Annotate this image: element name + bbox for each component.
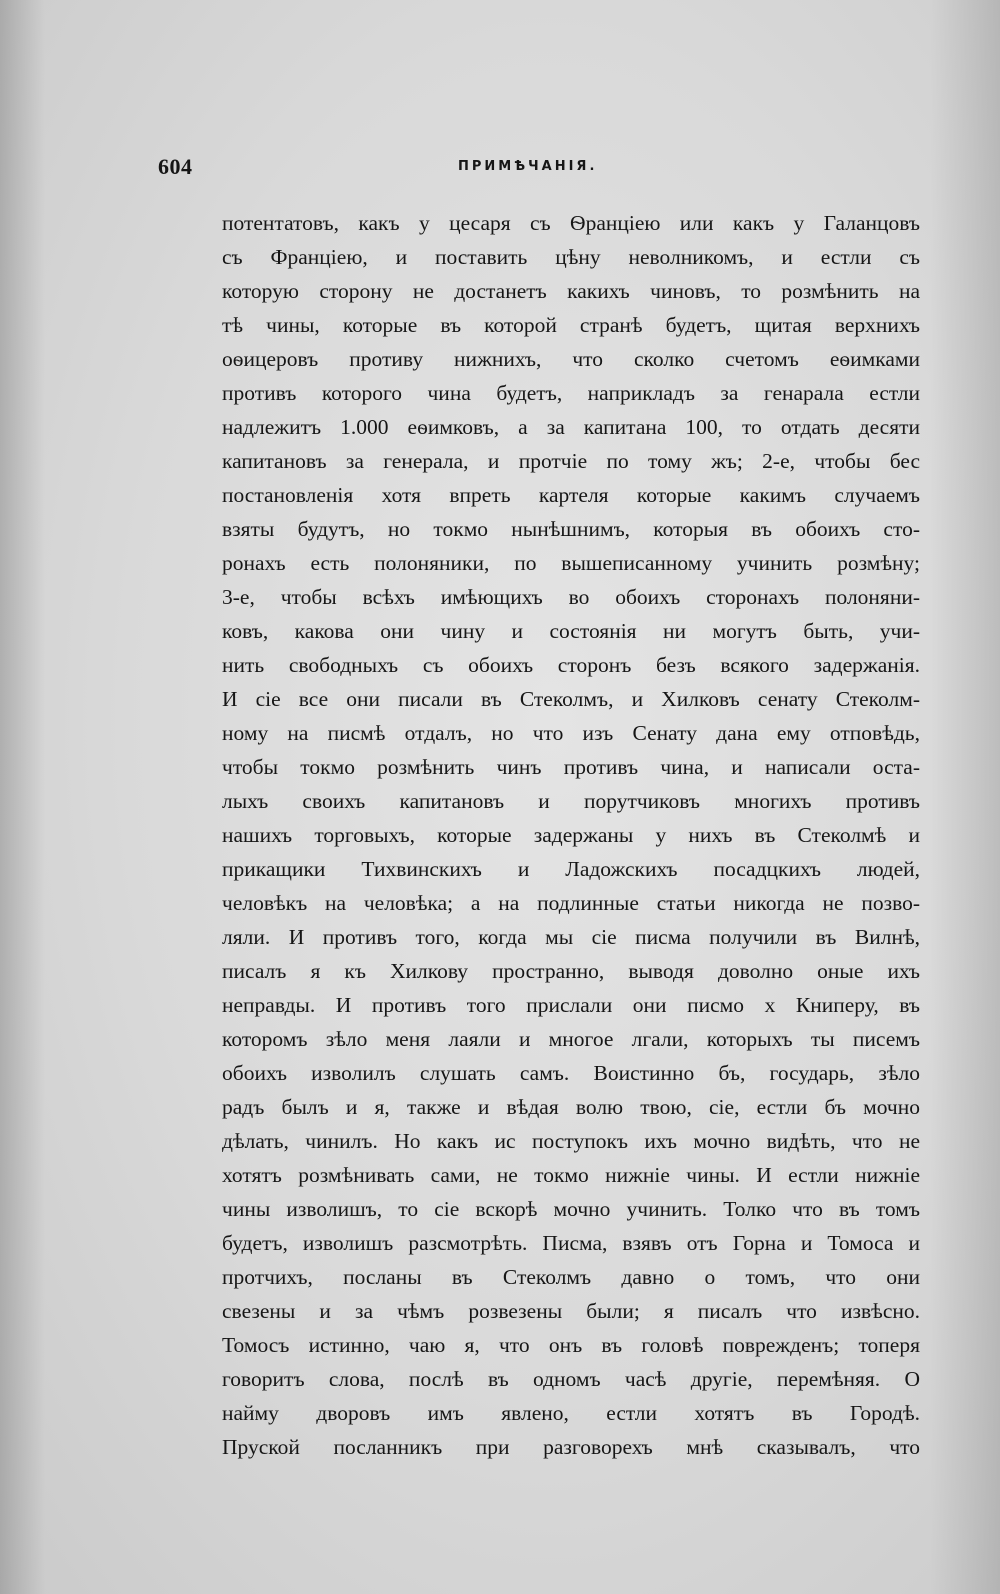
text-line: прикащики Тихвинскихъ и Ладожскихъ посадцкихъ людей, bbox=[222, 857, 920, 881]
text-line: нашихъ торговыхъ, которые задержаны у нихъ въ Стеколмѣ и bbox=[222, 823, 920, 847]
text-line: оѳицеровъ противу нижнихъ, что сколко счетомъ еѳимками bbox=[222, 347, 920, 371]
text-line: капитановъ за генерала, и протчіе по тому жъ; 2-е, чтобы бес bbox=[222, 449, 920, 473]
text-line: которомъ зѣло меня лаяли и многое лгали, которыхъ ты писемъ bbox=[222, 1027, 920, 1051]
running-title: ПРИМѢЧАНIЯ. bbox=[458, 159, 598, 174]
page-edge-shadow bbox=[930, 0, 1000, 1594]
text-line: чтобы токмо розмѣнить чинъ противъ чина, и написали оста- bbox=[222, 755, 920, 779]
text-line: обоихъ изволилъ слушать самъ. Воистинно бъ, государь, зѣло bbox=[222, 1061, 920, 1085]
text-line: ному на писмѣ отдалъ, но что изъ Сенату дана ему отповѣдь, bbox=[222, 721, 920, 745]
text-line: радъ былъ и я, также и вѣдая волю твою, сіе, естли бъ мочно bbox=[222, 1095, 920, 1119]
text-line: свезены и за чѣмъ розвезены были; я писалъ что извѣсно. bbox=[222, 1299, 920, 1323]
text-line: ронахъ есть полоняники, по вышеписанному учинить розмѣну; bbox=[222, 551, 920, 575]
text-line: Пруской посланникъ при разговорехъ мнѣ сказывалъ, что bbox=[222, 1435, 920, 1459]
page-gutter-shadow bbox=[0, 0, 45, 1594]
text-line: найму дворовъ имъ явлено, естли хотятъ въ Городѣ. bbox=[222, 1401, 920, 1425]
text-line: Томосъ истинно, чаю я, что онъ въ головѣ поврежденъ; топеря bbox=[222, 1333, 920, 1357]
text-line: дѣлать, чинилъ. Но какъ ис поступокъ ихъ мочно видѣть, что не bbox=[222, 1129, 920, 1153]
text-line: постановленія хотя впреть картеля которые какимъ случаемъ bbox=[222, 483, 920, 507]
text-line: лыхъ своихъ капитановъ и порутчиковъ многихъ противъ bbox=[222, 789, 920, 813]
text-line: ляли. И противъ того, когда мы сіе писма получили въ Вилнѣ, bbox=[222, 925, 920, 949]
text-line: противъ которого чина будетъ, наприкладъ за генарала естли bbox=[222, 381, 920, 405]
text-line: которую сторону не достанетъ какихъ чиновъ, то розмѣнить на bbox=[222, 279, 920, 303]
text-line: ковъ, какова они чину и состоянія ни могутъ быть, учи- bbox=[222, 619, 920, 643]
text-line: неправды. И противъ того прислали они писмо х Книперу, въ bbox=[222, 993, 920, 1017]
text-line: нить свободныхъ съ обоихъ сторонъ безъ всякого задержанія. bbox=[222, 653, 920, 677]
text-line: потентатовъ, какъ у цесаря съ Ѳранціею или какъ у Галанцовъ bbox=[222, 211, 920, 235]
text-line: чины изволишъ, то сіе вскорѣ мочно учинить. Толко что въ томъ bbox=[222, 1197, 920, 1221]
text-line: взяты будутъ, но токмо нынѣшнимъ, которыя въ обоихъ сто- bbox=[222, 517, 920, 541]
body-text bbox=[222, 206, 920, 1464]
text-line: И сіе все они писали въ Стеколмъ, и Хилковъ сенату Стеколм- bbox=[222, 687, 920, 711]
text-line: писалъ я къ Хилкову пространно, выводя доволно оные ихъ bbox=[222, 959, 920, 983]
text-line: протчихъ, посланы въ Стеколмъ давно о томъ, что они bbox=[222, 1265, 920, 1289]
page-number: 604 bbox=[158, 154, 193, 179]
text-line: надлежитъ 1.000 еѳимковъ, а за капитана 100, то отдать десяти bbox=[222, 415, 920, 439]
page-header bbox=[158, 154, 918, 184]
text-line: человѣкъ на человѣка; а на подлинные статьи никогда не позво- bbox=[222, 891, 920, 915]
text-line: будетъ, изволишъ разсмотрѣть. Писма, взявъ отъ Горна и Томоса и bbox=[222, 1231, 920, 1255]
text-line: хотятъ розмѣнивать сами, не токмо нижніе чины. И естли нижніе bbox=[222, 1163, 920, 1187]
text-line: 3-е, чтобы всѣхъ имѣющихъ во обоихъ сторонахъ полоняни- bbox=[222, 585, 920, 609]
text-line: тѣ чины, которые въ которой странѣ будетъ, щитая верхнихъ bbox=[222, 313, 920, 337]
text-line: съ Франціею, и поставить цѣну неволникомъ, и естли съ bbox=[222, 245, 920, 269]
text-line: говоритъ слова, послѣ въ одномъ часѣ другіе, перемѣняя. О bbox=[222, 1367, 920, 1391]
